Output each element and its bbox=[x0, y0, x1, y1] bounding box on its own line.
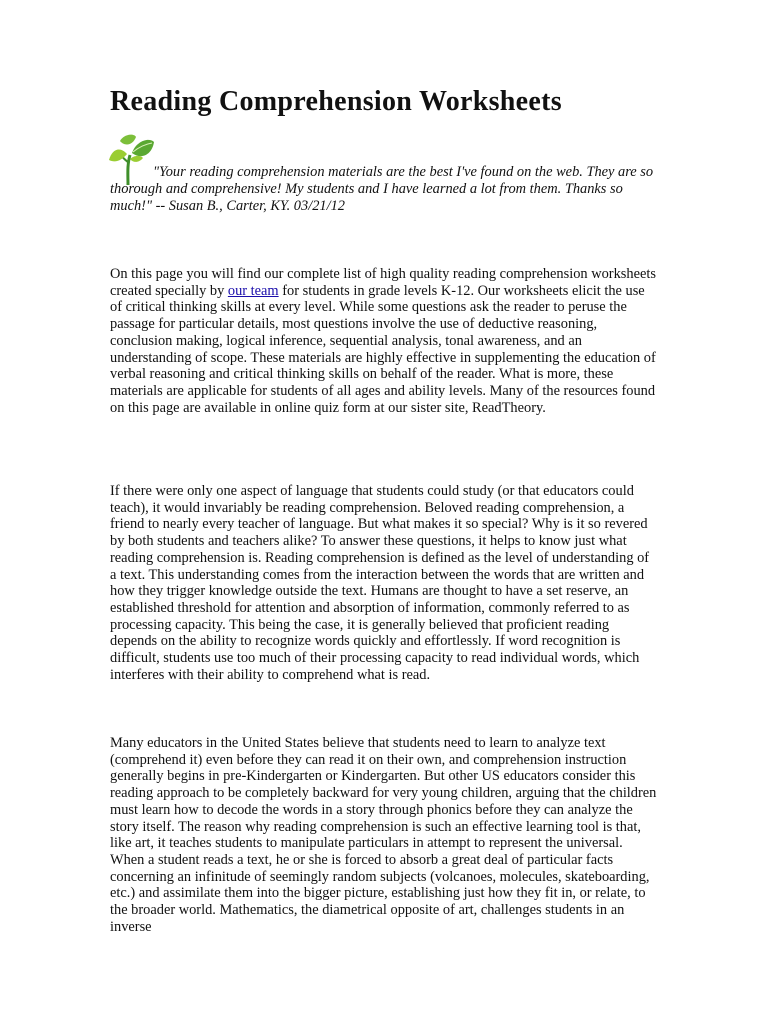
definition-paragraph: If there were only one aspect of language that students could study (or that educators could teach), it would invariably be reading comprehension. Beloved reading comprehension, a friend to nearly every teacher of language. But what makes it so special? Why is it so revered by both students and teachers alike? To answer these questions, it helps to know just what reading comprehension is. Reading comprehension is defined as the level of understanding of a text. This understanding comes from the interaction between the words that are written and how they trigger knowledge outside the text. Humans are thought to have a set reserve, an established threshold for attention and absorption of information, commonly referred to as processing capacity. This being the case, it is generally believed that proficient reading depends on the ability to recognize words quickly and effortlessly. If word recognition is difficult, students use too much of their processing capacity to read individual words, which interferes with their ability to comprehend what is read. bbox=[110, 483, 650, 683]
our-team-link[interactable]: our team bbox=[227, 282, 279, 299]
intro-paragraph bbox=[110, 266, 658, 416]
page-title: Reading Comprehension Worksheets bbox=[110, 86, 562, 117]
intro-text-start: On this page you will find our complete list of high quality reading comprehension worksheets created specially by bbox=[110, 266, 656, 299]
testimonial-quote bbox=[110, 164, 658, 215]
educators-paragraph: Many educators in the United States believe that students need to learn to analyze text (comprehend it) even before they can read it on their own, and comprehension instruction generally begins in pre-Kindergarten or Kindergarten. But other US educators consider this reading approach to be completely backward for very young children, arguing that the children must learn how to decode the words in a story through phonics before they can analyze the story itself. The reason why reading comprehension is such an effective learning tool is that, like art, it teaches students to manipulate particulars in attempt to represent the universal. When a student reads a text, he or she is forced to absorb a great deal of particular facts concerning an infinitude of seemingly random subjects (volcanoes, molecules, skateboarding, etc.) and assimilate them into the bigger picture, establishing just how they fit in, or relate, to the broader world. Mathematics, the diametrical opposite of art, challenges students in an inverse bbox=[110, 735, 657, 935]
intro-text-end: for students in grade levels K-12. Our worksheets elicit the use of critical thinking skills at every level. While some questions ask the reader to peruse the passage for particular details, most questions involve the use of deductive reasoning, conclusion making, logical inference, sequential analysis, tonal awareness, and an understanding of scope. These materials are highly effective in supplementing the education of verbal reasoning and critical thinking skills on behalf of the reader. What is more, these materials are applicable for students of all ages and ability levels. Many of the resources found on this page are available in online quiz form at our sister site, ReadTheory. bbox=[110, 282, 656, 416]
testimonial-text: "Your reading comprehension materials are the best I've found on the web. They are so thorough and comprehensive! My students and I have learned a lot from them. Thanks so much!" -- Susan B., Carter, KY. 03/21/12 bbox=[110, 164, 654, 214]
